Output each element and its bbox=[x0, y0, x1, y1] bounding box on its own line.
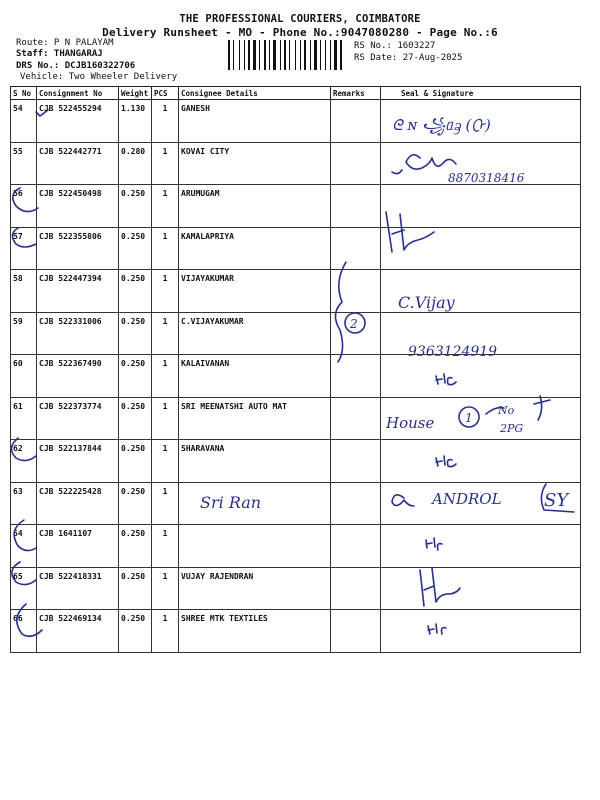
col-header-sno: S No bbox=[11, 87, 37, 100]
barcode bbox=[228, 40, 350, 70]
barcode-bar bbox=[322, 40, 324, 70]
cell-weight: 0.250 bbox=[119, 185, 152, 228]
cell-consignee bbox=[179, 525, 331, 568]
cell-sno: 63 bbox=[11, 482, 37, 525]
cell-signature bbox=[381, 397, 581, 440]
rs-number: RS No.: 1603227 bbox=[354, 41, 436, 51]
cell-weight: 0.250 bbox=[119, 525, 152, 568]
cell-sno: 60 bbox=[11, 355, 37, 398]
barcode-bar bbox=[269, 40, 270, 70]
barcode-bar bbox=[248, 40, 250, 70]
barcode-bar bbox=[277, 40, 279, 70]
cell-consignment: CJB 522331006 bbox=[37, 312, 119, 355]
cell-sno: 66 bbox=[11, 610, 37, 653]
cell-pcs: 1 bbox=[152, 312, 179, 355]
cell-signature bbox=[381, 610, 581, 653]
cell-consignment: CJB 522137844 bbox=[37, 440, 119, 483]
barcode-bar bbox=[271, 40, 272, 70]
cell-pcs: 1 bbox=[152, 100, 179, 143]
barcode-bar bbox=[257, 40, 258, 70]
cell-weight: 0.250 bbox=[119, 312, 152, 355]
cell-consignment: CJB 522367490 bbox=[37, 355, 119, 398]
cell-signature bbox=[381, 355, 581, 398]
barcode-bar bbox=[302, 40, 303, 70]
signature-mark-63: SY bbox=[544, 490, 569, 511]
phone-handwritten-55: 8870318416 bbox=[448, 171, 525, 185]
cell-pcs: 1 bbox=[152, 227, 179, 270]
cell-consignment: CJB 522418331 bbox=[37, 567, 119, 610]
table-row bbox=[11, 525, 581, 568]
barcode-bar bbox=[264, 40, 266, 70]
signature-name-59: C.Vijay bbox=[398, 293, 455, 312]
cell-consignment: CJB 522373774 bbox=[37, 397, 119, 440]
cell-pcs: 1 bbox=[152, 185, 179, 228]
table-row bbox=[11, 185, 581, 228]
barcode-bar bbox=[330, 40, 331, 70]
col-header-weight: Weight bbox=[119, 87, 152, 100]
barcode-bar bbox=[318, 40, 319, 70]
cell-remarks bbox=[331, 440, 381, 483]
cell-consignee: KAMALAPRIYA bbox=[179, 227, 331, 270]
table-row bbox=[11, 312, 581, 355]
cell-consignee: KOVAI CITY bbox=[179, 142, 331, 185]
table-row bbox=[11, 482, 581, 525]
cell-consignment: CJB 522442771 bbox=[37, 142, 119, 185]
cell-consignee: VIJAYAKUMAR bbox=[179, 270, 331, 313]
cell-remarks bbox=[331, 355, 381, 398]
table-header-row bbox=[11, 87, 581, 100]
cell-weight: 0.250 bbox=[119, 270, 152, 313]
note-house-61: House bbox=[386, 414, 435, 432]
circle-number-1-text: 1 bbox=[465, 411, 473, 425]
cell-consignee: VUJAY RAJENDRAN bbox=[179, 567, 331, 610]
barcode-bar bbox=[235, 40, 238, 70]
cell-sno: 65 bbox=[11, 567, 37, 610]
barcode-bar bbox=[327, 40, 329, 70]
barcode-bar bbox=[304, 40, 306, 70]
signature-name-63: ANDROL bbox=[432, 490, 502, 508]
cell-remarks bbox=[331, 185, 381, 228]
barcode-bar bbox=[295, 40, 296, 70]
staff-label: Staff: THANGARAJ bbox=[16, 49, 103, 59]
cell-signature bbox=[381, 525, 581, 568]
cell-consignment: CJB 522469134 bbox=[37, 610, 119, 653]
cell-signature bbox=[381, 440, 581, 483]
barcode-bar bbox=[300, 40, 301, 70]
cell-remarks bbox=[331, 270, 381, 313]
barcode-bar bbox=[244, 40, 245, 70]
cell-weight: 0.250 bbox=[119, 567, 152, 610]
col-header-consignee: Consignee Details bbox=[179, 87, 331, 100]
cell-consignment: CJB 522355806 bbox=[37, 227, 119, 270]
cell-consignee bbox=[179, 482, 331, 525]
cell-weight: 0.250 bbox=[119, 610, 152, 653]
cell-signature bbox=[381, 482, 581, 525]
note-no-61: No bbox=[498, 404, 515, 417]
barcode-bar bbox=[334, 40, 337, 70]
table-row bbox=[11, 440, 581, 483]
cell-consignment: CJB 522447394 bbox=[37, 270, 119, 313]
barcode-bar bbox=[291, 40, 294, 70]
col-header-signature: Seal & Signature bbox=[381, 87, 581, 100]
cell-weight: 0.250 bbox=[119, 355, 152, 398]
barcode-bar bbox=[261, 40, 263, 70]
cell-remarks bbox=[331, 397, 381, 440]
cell-signature bbox=[381, 185, 581, 228]
barcode-bar bbox=[307, 40, 309, 70]
circle-number-2-text: 2 bbox=[350, 317, 358, 331]
barcode-bar bbox=[241, 40, 243, 70]
drs-number: DRS No.: DCJB160322706 bbox=[16, 61, 136, 71]
cell-sno: 62 bbox=[11, 440, 37, 483]
barcode-bar bbox=[282, 40, 283, 70]
cell-sno: 64 bbox=[11, 525, 37, 568]
cell-pcs: 1 bbox=[152, 440, 179, 483]
cell-sno: 59 bbox=[11, 312, 37, 355]
table-row bbox=[11, 270, 581, 313]
phone-handwritten-60: 9363124919 bbox=[408, 344, 498, 360]
barcode-bar bbox=[338, 40, 339, 70]
cell-remarks bbox=[331, 142, 381, 185]
cell-signature bbox=[381, 567, 581, 610]
route-label: Route: P N PALAYAM bbox=[16, 38, 114, 48]
cell-sno: 55 bbox=[11, 142, 37, 185]
cell-pcs: 1 bbox=[152, 482, 179, 525]
barcode-bar bbox=[325, 40, 326, 70]
cell-weight: 0.250 bbox=[119, 227, 152, 270]
cell-pcs: 1 bbox=[152, 397, 179, 440]
cell-signature bbox=[381, 270, 581, 313]
consignee-note-63: Sri Ran bbox=[200, 493, 262, 512]
col-header-pcs: PCS bbox=[152, 87, 179, 100]
barcode-bar bbox=[273, 40, 276, 70]
cell-sno: 54 bbox=[11, 100, 37, 143]
barcode-bar bbox=[310, 40, 311, 70]
cell-weight: 0.250 bbox=[119, 397, 152, 440]
cell-signature bbox=[381, 142, 581, 185]
barcode-bar bbox=[239, 40, 240, 70]
table-row bbox=[11, 567, 581, 610]
cell-weight: 0.250 bbox=[119, 440, 152, 483]
cell-pcs: 1 bbox=[152, 142, 179, 185]
barcode-bar bbox=[253, 40, 256, 70]
table-row bbox=[11, 355, 581, 398]
col-header-consignment: Consignment No bbox=[37, 87, 119, 100]
runsheet-subtitle: Delivery Runsheet - MO - Phone No.:9047080280 - Page No.:6 bbox=[102, 26, 498, 39]
signature-tamil-54: ᘓ ɴ ꧁ᥲᦃ (ᢕ) bbox=[392, 116, 491, 134]
col-header-remarks: Remarks bbox=[331, 87, 381, 100]
cell-remarks bbox=[331, 100, 381, 143]
cell-sno: 57 bbox=[11, 227, 37, 270]
cell-consignee: SRI MEENATSHI AUTO MAT bbox=[179, 397, 331, 440]
cell-consignee: ARUMUGAM bbox=[179, 185, 331, 228]
barcode-bar bbox=[343, 40, 344, 70]
barcode-bar bbox=[312, 40, 313, 70]
cell-consignee: SHREE MTK TEXTILES bbox=[179, 610, 331, 653]
barcode-bar bbox=[233, 40, 234, 70]
runsheet-title: THE PROFESSIONAL COURIERS, COIMBATORE bbox=[179, 13, 421, 25]
cell-consignee: GANESH bbox=[179, 100, 331, 143]
table-row bbox=[11, 610, 581, 653]
cell-sno: 56 bbox=[11, 185, 37, 228]
cell-pcs: 1 bbox=[152, 567, 179, 610]
cell-remarks bbox=[331, 567, 381, 610]
barcode-bar bbox=[287, 40, 288, 70]
cell-pcs: 1 bbox=[152, 610, 179, 653]
barcode-bar bbox=[289, 40, 290, 70]
cell-signature bbox=[381, 100, 581, 143]
cell-pcs: 1 bbox=[152, 270, 179, 313]
cell-consignee: KALAIVANAN bbox=[179, 355, 331, 398]
barcode-bar bbox=[251, 40, 252, 70]
cell-pcs: 1 bbox=[152, 525, 179, 568]
cell-remarks bbox=[331, 312, 381, 355]
table-row bbox=[11, 142, 581, 185]
cell-consignment: CJB 1641107 bbox=[37, 525, 119, 568]
barcode-bar bbox=[320, 40, 321, 70]
cell-weight: 0.250 bbox=[119, 482, 152, 525]
rs-date: RS Date: 27-Aug-2025 bbox=[354, 53, 463, 63]
barcode-bar bbox=[231, 40, 232, 70]
table-row bbox=[11, 100, 581, 143]
cell-sno: 61 bbox=[11, 397, 37, 440]
cell-weight: 1.130 bbox=[119, 100, 152, 143]
barcode-bar bbox=[228, 40, 230, 70]
barcode-bar bbox=[297, 40, 299, 70]
cell-remarks bbox=[331, 482, 381, 525]
cell-consignment: CJB 522225428 bbox=[37, 482, 119, 525]
barcode-bar bbox=[259, 40, 260, 70]
cell-consignee: SHARAVANA bbox=[179, 440, 331, 483]
cell-pcs: 1 bbox=[152, 355, 179, 398]
cell-remarks bbox=[331, 610, 381, 653]
cell-consignment: CJB 522450498 bbox=[37, 185, 119, 228]
table-row bbox=[11, 227, 581, 270]
barcode-bar bbox=[267, 40, 268, 70]
barcode-bar bbox=[314, 40, 317, 70]
runsheet-table bbox=[10, 86, 581, 653]
barcode-bar bbox=[246, 40, 247, 70]
cell-signature bbox=[381, 312, 581, 355]
note-num-61: 2PG bbox=[500, 422, 524, 435]
table-row bbox=[11, 397, 581, 440]
cell-remarks bbox=[331, 227, 381, 270]
cell-consignee: C.VIJAYAKUMAR bbox=[179, 312, 331, 355]
cell-sno: 58 bbox=[11, 270, 37, 313]
vehicle-label: Vehicle: Two Wheeler Delivery bbox=[20, 72, 178, 82]
cell-remarks bbox=[331, 525, 381, 568]
barcode-bar bbox=[332, 40, 333, 70]
cell-weight: 0.280 bbox=[119, 142, 152, 185]
cell-consignment: CJB 522455294 bbox=[37, 100, 119, 143]
barcode-bar bbox=[340, 40, 342, 70]
barcode-bar bbox=[284, 40, 286, 70]
barcode-bar bbox=[280, 40, 281, 70]
cell-signature bbox=[381, 227, 581, 270]
